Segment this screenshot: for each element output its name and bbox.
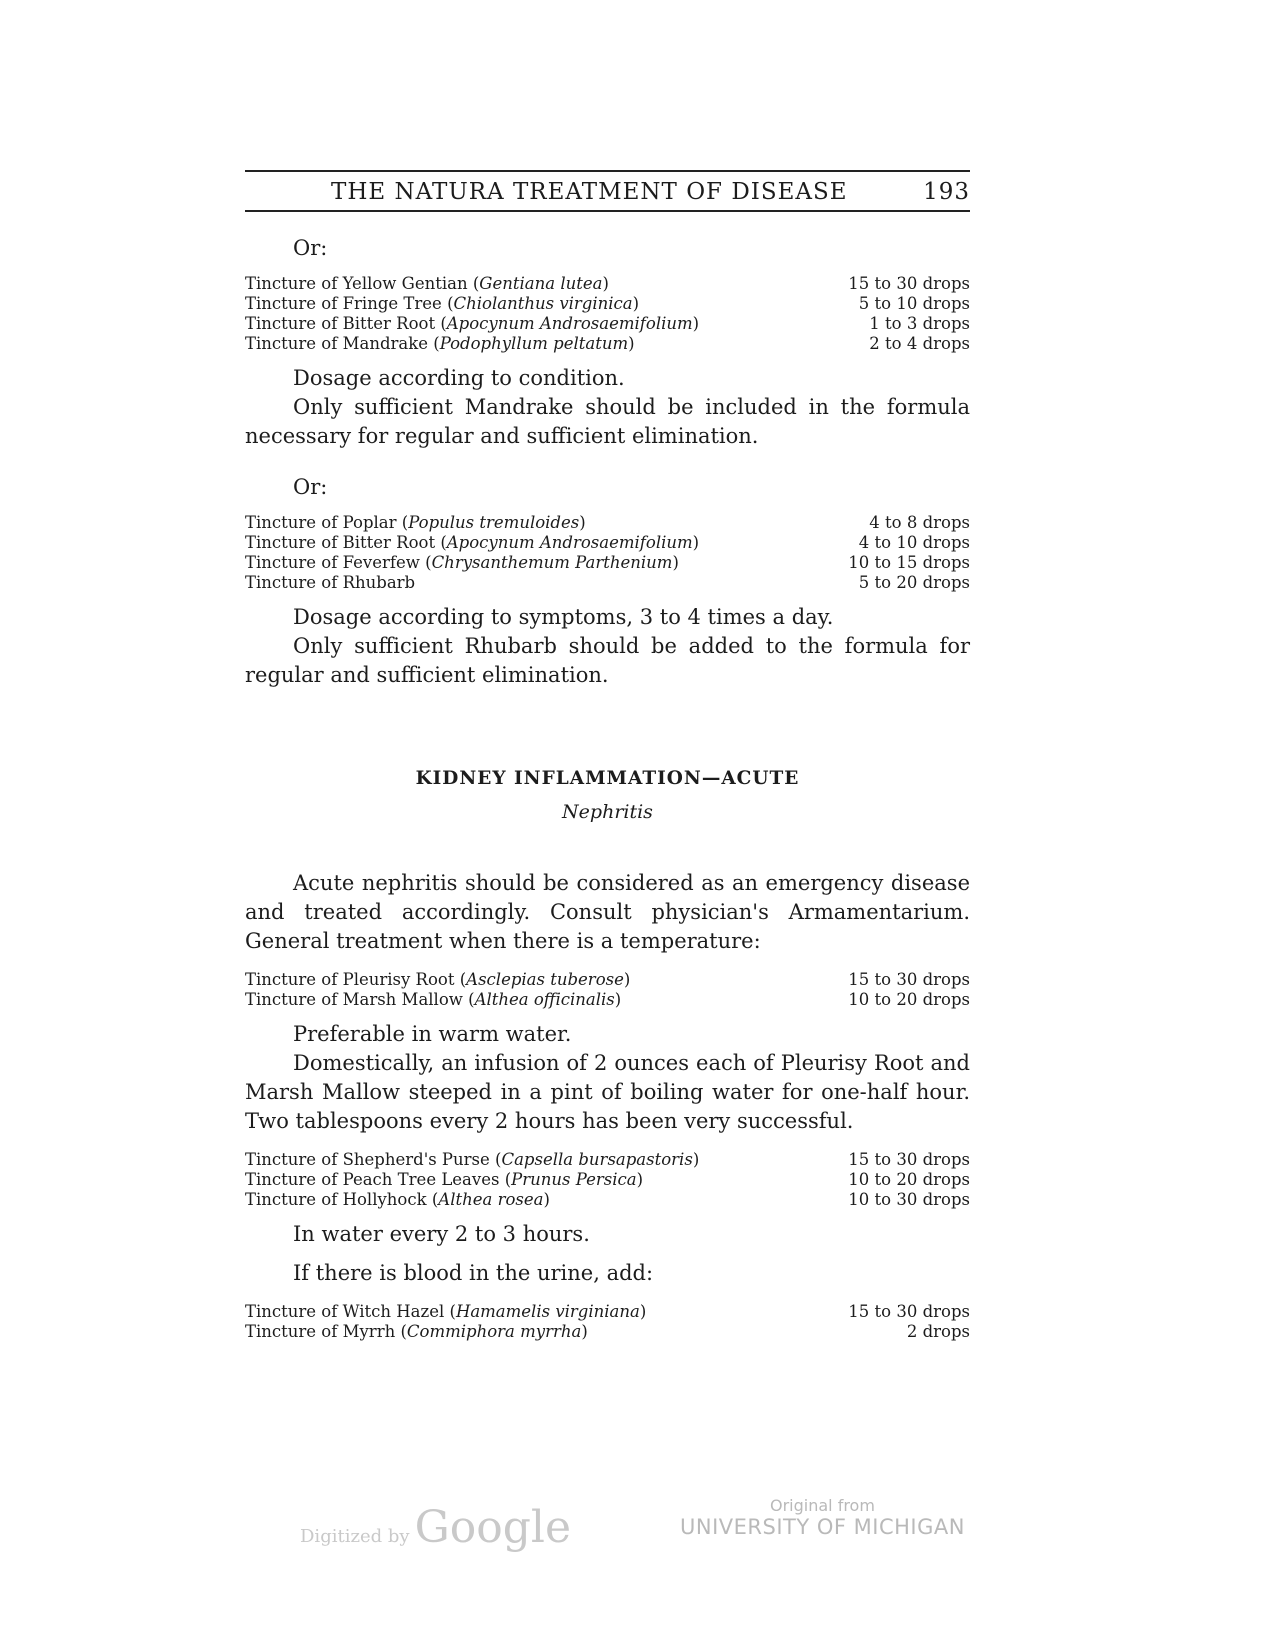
tincture-dose: 10 to 20 drops	[848, 990, 970, 1009]
tincture-latin-name: Gentiana lutea	[479, 274, 603, 293]
original-from-watermark	[680, 1496, 965, 1539]
paragraph: If there is blood in the urine, add:	[293, 1261, 654, 1285]
tincture-name	[245, 1190, 550, 1210]
page-body	[245, 236, 970, 1342]
tincture-latin-name: Asclepias tuberose	[466, 970, 624, 989]
formula-row	[245, 573, 970, 593]
tincture-name	[245, 513, 586, 533]
tincture-close-paren: )	[636, 1170, 643, 1189]
paragraph: Only sufficient Mandrake should be included in the formula necessary for regular and sufficient elimination.	[245, 395, 970, 448]
section-subtitle: Nephritis	[562, 801, 653, 823]
tincture-common-name: Tincture of Fringe Tree (	[245, 294, 454, 313]
tincture-common-name: Tincture of Mandrake (	[245, 334, 440, 353]
formula-row	[245, 274, 970, 294]
tincture-dose: 10 to 30 drops	[848, 1190, 970, 1209]
section-heading: KIDNEY INFLAMMATION—ACUTE	[415, 768, 800, 789]
tincture-name	[245, 294, 639, 314]
tincture-dose: 1 to 3 drops	[869, 314, 970, 333]
tincture-close-paren: )	[692, 533, 700, 552]
paragraph: In water every 2 to 3 hours.	[293, 1222, 590, 1246]
tincture-name	[245, 573, 415, 593]
tincture-formula	[245, 513, 970, 593]
tincture-common-name: Tincture of Bitter Root (	[245, 314, 447, 333]
tincture-name	[245, 334, 635, 354]
tincture-dose: 4 to 8 drops	[869, 513, 970, 532]
formula-row	[245, 294, 970, 314]
tincture-dose: 15 to 30 drops	[848, 1150, 970, 1169]
formula-row	[245, 314, 970, 334]
tincture-close-paren: )	[602, 274, 609, 293]
formula-row	[245, 1170, 970, 1190]
tincture-formula	[245, 970, 970, 1010]
tincture-latin-name: Apocynum Androsaemifolium	[446, 533, 693, 552]
tincture-common-name: Tincture of Feverfew (	[245, 553, 432, 572]
tincture-common-name: Tincture of Poplar (	[245, 513, 409, 532]
tincture-close-paren: )	[692, 1150, 700, 1169]
tincture-name	[245, 533, 699, 553]
formula-row	[245, 533, 970, 553]
tincture-close-paren: )	[543, 1190, 550, 1209]
tincture-dose: 2 drops	[906, 1322, 970, 1341]
tincture-formula	[245, 1150, 970, 1210]
tincture-latin-name: Hamamelis virginiana	[455, 1302, 640, 1321]
tincture-latin-name: Populus tremuloides	[408, 513, 580, 532]
tincture-dose: 10 to 20 drops	[848, 1170, 970, 1189]
or-separator: Or:	[293, 475, 328, 499]
paragraph: Only sufficient Rhubarb should be added to the formula for regular and sufficient elimination.	[245, 634, 970, 687]
tincture-common-name: Tincture of Yellow Gentian (	[245, 274, 480, 293]
page-number: 193	[923, 179, 970, 205]
tincture-name	[245, 274, 609, 294]
paragraph: Dosage according to symptoms, 3 to 4 times a day.	[293, 605, 834, 629]
tincture-name	[245, 1150, 699, 1170]
formula-row	[245, 990, 970, 1010]
tincture-dose: 10 to 15 drops	[848, 553, 970, 572]
tincture-dose: 4 to 10 drops	[858, 533, 970, 552]
tincture-close-paren: )	[579, 513, 586, 532]
tincture-latin-name: Chiolanthus virginica	[453, 294, 633, 313]
tincture-latin-name: Prunus Persica	[511, 1170, 637, 1189]
running-title: THE NATURA TREATMENT OF DISEASE	[331, 179, 848, 205]
tincture-latin-name: Capsella bursapastoris	[501, 1150, 693, 1169]
tincture-dose: 5 to 10 drops	[858, 294, 970, 313]
digitized-by-google-watermark	[300, 1502, 571, 1553]
running-header	[245, 172, 970, 210]
original-from-label: Original from	[770, 1496, 875, 1515]
tincture-close-paren: )	[639, 1302, 647, 1321]
google-logo: Google	[414, 1502, 572, 1553]
formula-row	[245, 553, 970, 573]
tincture-name	[245, 314, 699, 334]
formula-row	[245, 1302, 970, 1322]
tincture-name	[245, 990, 621, 1010]
paragraph: Dosage according to condition.	[293, 366, 625, 390]
formula-row	[245, 970, 970, 990]
tincture-common-name: Tincture of Hollyhock (	[245, 1190, 439, 1209]
tincture-close-paren: )	[628, 334, 635, 353]
tincture-name	[245, 1170, 643, 1190]
tincture-close-paren: )	[623, 970, 631, 989]
tincture-name	[245, 1322, 588, 1342]
formula-row	[245, 1190, 970, 1210]
tincture-common-name: Tincture of Bitter Root (	[245, 533, 447, 552]
formula-row	[245, 334, 970, 354]
institution-name: UNIVERSITY OF MICHIGAN	[680, 1515, 965, 1539]
tincture-formula	[245, 1302, 970, 1342]
tincture-common-name: Tincture of Pleurisy Root (	[245, 970, 467, 989]
digitized-prefix: Digitized by	[300, 1526, 410, 1547]
tincture-latin-name: Commiphora myrrha	[406, 1322, 582, 1341]
tincture-latin-name: Apocynum Androsaemifolium	[446, 314, 693, 333]
tincture-name	[245, 553, 679, 573]
tincture-dose: 15 to 30 drops	[848, 274, 970, 293]
tincture-latin-name: Althea rosea	[438, 1190, 544, 1209]
tincture-common-name: Tincture of Shepherd's Purse (	[245, 1150, 502, 1169]
tincture-close-paren: )	[581, 1322, 588, 1341]
tincture-dose: 5 to 20 drops	[858, 573, 970, 592]
tincture-dose: 15 to 30 drops	[848, 970, 970, 989]
tincture-close-paren: )	[672, 553, 679, 572]
paragraph: Domestically, an infusion of 2 ounces each of Pleurisy Root and Marsh Mallow steeped in a pint of boiling water for one-half hour. Two tablespoons every 2 hours has been very successful.	[245, 1051, 970, 1133]
tincture-common-name: Tincture of Myrrh (	[245, 1322, 407, 1341]
tincture-close-paren: )	[614, 990, 622, 1009]
formula-row	[245, 1322, 970, 1342]
tincture-common-name: Tincture of Witch Hazel (	[245, 1302, 456, 1321]
formula-row	[245, 513, 970, 533]
tincture-dose: 15 to 30 drops	[848, 1302, 970, 1321]
formula-row	[245, 1150, 970, 1170]
tincture-formula	[245, 274, 970, 354]
paragraph: Preferable in warm water.	[293, 1022, 572, 1046]
tincture-common-name: Tincture of Rhubarb	[245, 573, 416, 592]
tincture-common-name: Tincture of Marsh Mallow (	[245, 990, 475, 1009]
paragraph: Acute nephritis should be considered as an emergency disease and treated accordingly. Consult physician's Armamentarium. General treatment when there is a temperature:	[245, 871, 970, 953]
tincture-latin-name: Althea officinalis	[474, 990, 615, 1009]
tincture-common-name: Tincture of Peach Tree Leaves (	[245, 1170, 512, 1189]
tincture-latin-name: Chrysanthemum Parthenium	[431, 553, 673, 572]
book-page	[245, 170, 970, 1352]
tincture-dose: 2 to 4 drops	[869, 334, 970, 353]
or-separator: Or:	[293, 236, 328, 260]
tincture-name	[245, 970, 630, 990]
tincture-close-paren: )	[692, 314, 700, 333]
tincture-close-paren: )	[632, 294, 640, 313]
header-bottom-rule	[245, 210, 970, 212]
tincture-latin-name: Podophyllum peltatum	[439, 334, 629, 353]
tincture-name	[245, 1302, 646, 1322]
